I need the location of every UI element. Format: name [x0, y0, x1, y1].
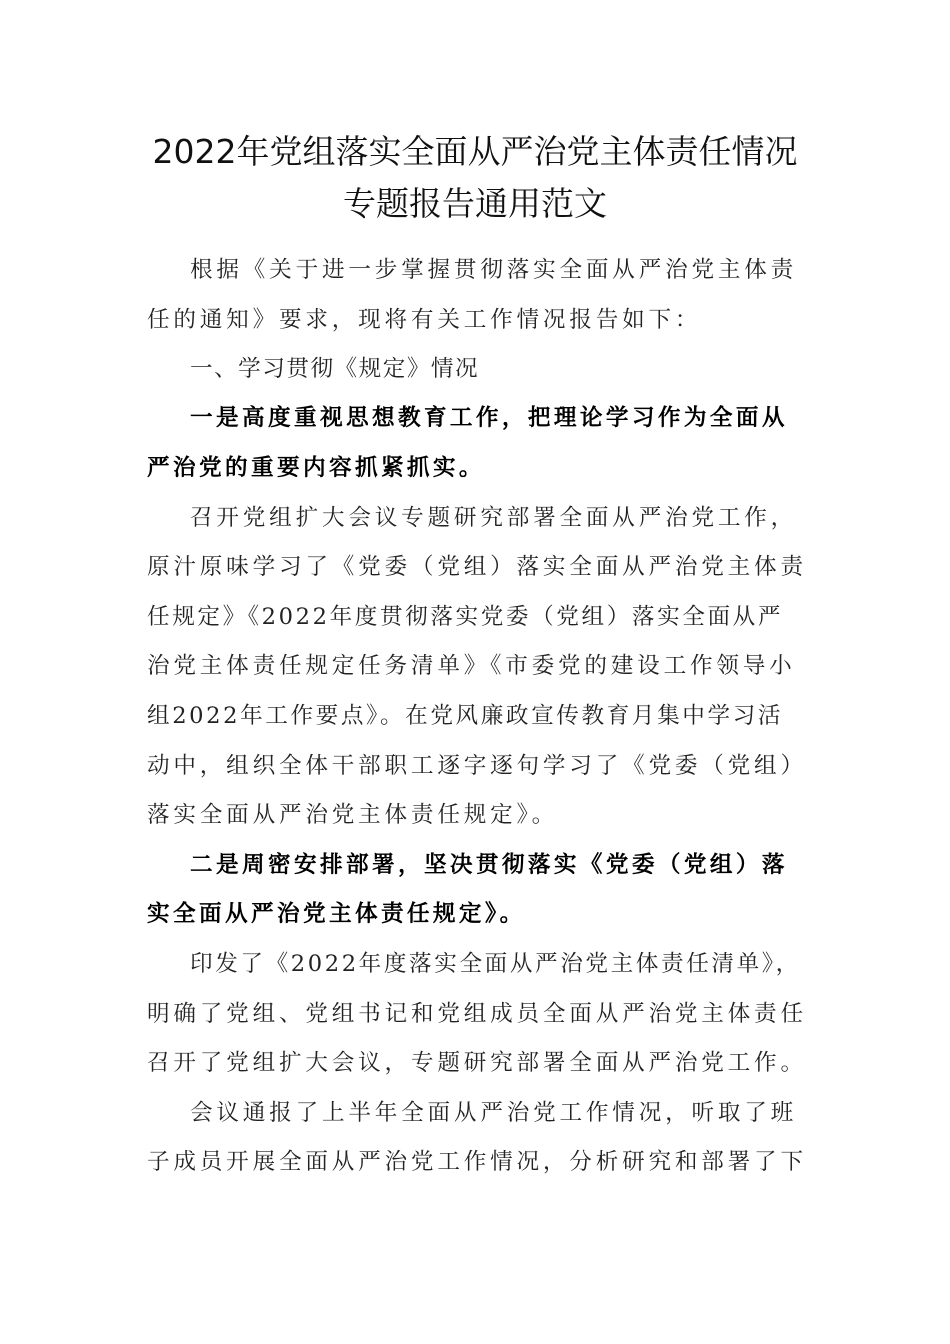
bold-paragraph-line: 实全面从严治党主体责任规定》。 — [147, 901, 526, 927]
bold-paragraph-line: 严治党的重要内容抓紧抓实。 — [147, 455, 485, 481]
document-title-line-2: 专题报告通用范文 — [343, 184, 607, 223]
paragraph-line: 落实全面从严治党主体责任规定》。 — [147, 802, 558, 828]
paragraph-line: 任的通知》要求，现将有关工作情况报告如下： — [147, 307, 702, 333]
paragraph-line: 会议通报了上半年全面从严治党工作情况，听取了班 — [190, 1100, 798, 1126]
paragraph-line: 召开党组扩大会议专题研究部署全面从严治党工作， — [190, 505, 798, 531]
paragraph-line: 治党主体责任规定任务清单》《市委党的建设工作领导小 — [147, 653, 796, 679]
paragraph-line: 原汁原味学习了《党委（党组）落实全面从严治党主体责 — [147, 554, 807, 580]
section-heading: 一、学习贯彻《规定》情况 — [190, 356, 480, 382]
paragraph-line: 子成员开展全面从严治党工作情况，分析研究和部署了下 — [147, 1149, 807, 1175]
paragraph-line: 任规定》《2022年度贯彻落实党委（党组）落实全面从严 — [147, 604, 784, 630]
paragraph-line: 明确了党组、党组书记和党组成员全面从严治党主体责任 — [147, 1001, 807, 1027]
paragraph-line: 印发了《2022年度落实全面从严治党主体责任清单》， — [190, 951, 801, 977]
bold-paragraph-line: 二是周密安排部署，坚决贯彻落实《党委（党组）落 — [190, 852, 788, 878]
paragraph-line: 动中，组织全体干部职工逐字逐句学习了《党委（党组） — [147, 753, 807, 779]
paragraph-line: 组2022年工作要点》。在党风廉政宣传教育月集中学习活 — [147, 703, 784, 729]
document-title-line-1: 2022年党组落实全面从严治党主体责任情况 — [152, 132, 798, 171]
paragraph-line: 召开了党组扩大会议，专题研究部署全面从严治党工作。 — [147, 1050, 807, 1076]
paragraph-line: 根据《关于进一步掌握贯彻落实全面从严治党主体责 — [190, 257, 798, 283]
bold-paragraph-line: 一是高度重视思想教育工作，把理论学习作为全面从 — [190, 405, 788, 431]
